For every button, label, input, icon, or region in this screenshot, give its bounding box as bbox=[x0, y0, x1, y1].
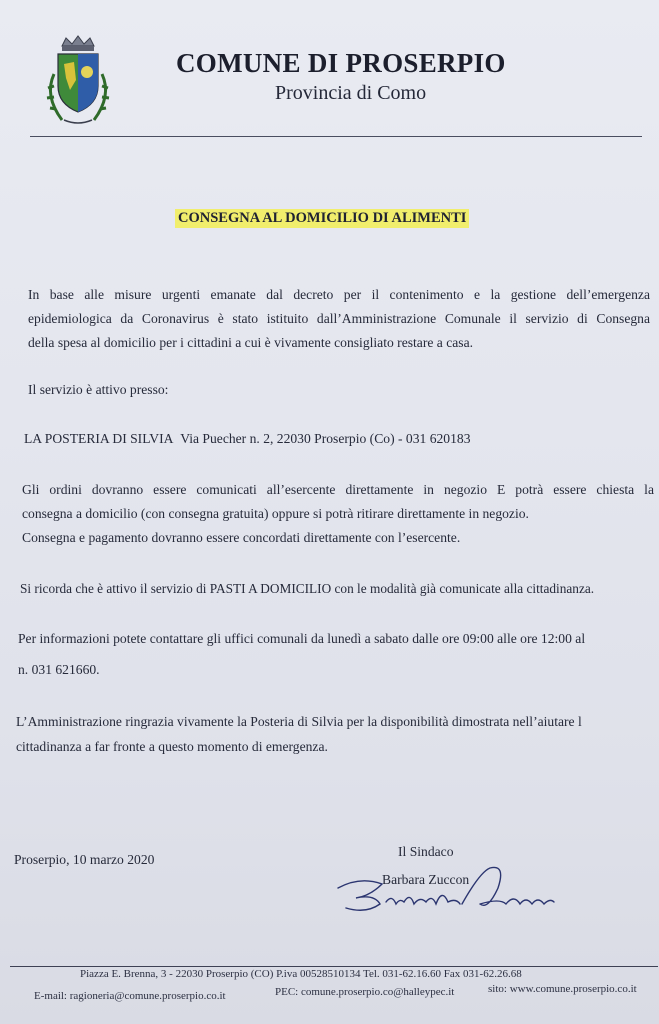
header-divider bbox=[30, 136, 642, 137]
thanks-line-1: L’Amministrazione ringrazia vivamente la Posteria di Silvia per la disponibilità dimostrata nell’aiutare l bbox=[16, 714, 582, 729]
mayor-name: Barbara Zuccon bbox=[382, 872, 470, 887]
notice-heading: CONSEGNA AL DOMICILIO DI ALIMENTI bbox=[175, 209, 469, 228]
shop-details: Via Puecher n. 2, 22030 Proserpio (Co) - 031 620183 bbox=[180, 431, 471, 446]
orders-line-3: Consegna e pagamento dovranno essere concordati direttamente con l’esercente. bbox=[22, 530, 461, 545]
coat-of-arms-icon bbox=[40, 34, 116, 130]
shop-line bbox=[24, 431, 471, 447]
footer-website: sito: www.comune.proserpio.co.it bbox=[488, 983, 637, 995]
meals-line: Si ricorda che è attivo il servizio di PASTI A DOMICILIO con le modalità già comunicate alla cittadinanza. bbox=[20, 581, 595, 596]
footer-divider bbox=[10, 966, 658, 967]
document-date: Proserpio, 10 marzo 2020 bbox=[14, 852, 155, 867]
orders-line-1: Gli ordini dovranno essere comunicati all’esercente direttamente in negozio E potrà essere chiesta la bbox=[22, 482, 654, 497]
info-line-2: n. 031 621660. bbox=[18, 662, 100, 677]
handwritten-signature bbox=[330, 858, 560, 930]
mayor-title: Il Sindaco bbox=[398, 844, 454, 859]
page-subtitle: Provincia di Como bbox=[275, 82, 427, 104]
intro-line-2: epidemiologica da Coronavirus è stato istituito dall’Amministrazione Comunale il servizio di Consegna bbox=[28, 311, 650, 326]
info-line-1: Per informazioni potete contattare gli uffici comunali da lunedì a sabato dalle ore 09:00 alle ore 12:00 al bbox=[18, 631, 586, 646]
shop-name: LA POSTERIA DI SILVIA bbox=[24, 431, 174, 446]
orders-line-2: consegna a domicilio (con consegna gratuita) oppure si potrà ritirare direttamente in negozio. bbox=[22, 506, 529, 521]
intro-line-1: In base alle misure urgenti emanate dal decreto per il contenimento e la gestione dell’emergenza bbox=[28, 287, 650, 302]
intro-line-3: della spesa al domicilio per i cittadini a cui è vivamente consigliato restare a casa. bbox=[28, 335, 474, 350]
footer-email: E-mail: ragioneria@comune.proserpio.co.it bbox=[34, 990, 226, 1002]
page-title: COMUNE DI PROSERPIO bbox=[176, 48, 506, 78]
footer-address: Piazza E. Brenna, 3 - 22030 Proserpio (CO) P.iva 00528510134 Tel. 031-62.16.60 Fax 031-62.26.68 bbox=[80, 968, 522, 980]
service-intro: Il servizio è attivo presso: bbox=[28, 382, 169, 397]
thanks-line-2: cittadinanza a far fronte a questo momento di emergenza. bbox=[16, 739, 328, 754]
footer-pec: PEC: comune.proserpio.co@halleypec.it bbox=[275, 986, 455, 998]
